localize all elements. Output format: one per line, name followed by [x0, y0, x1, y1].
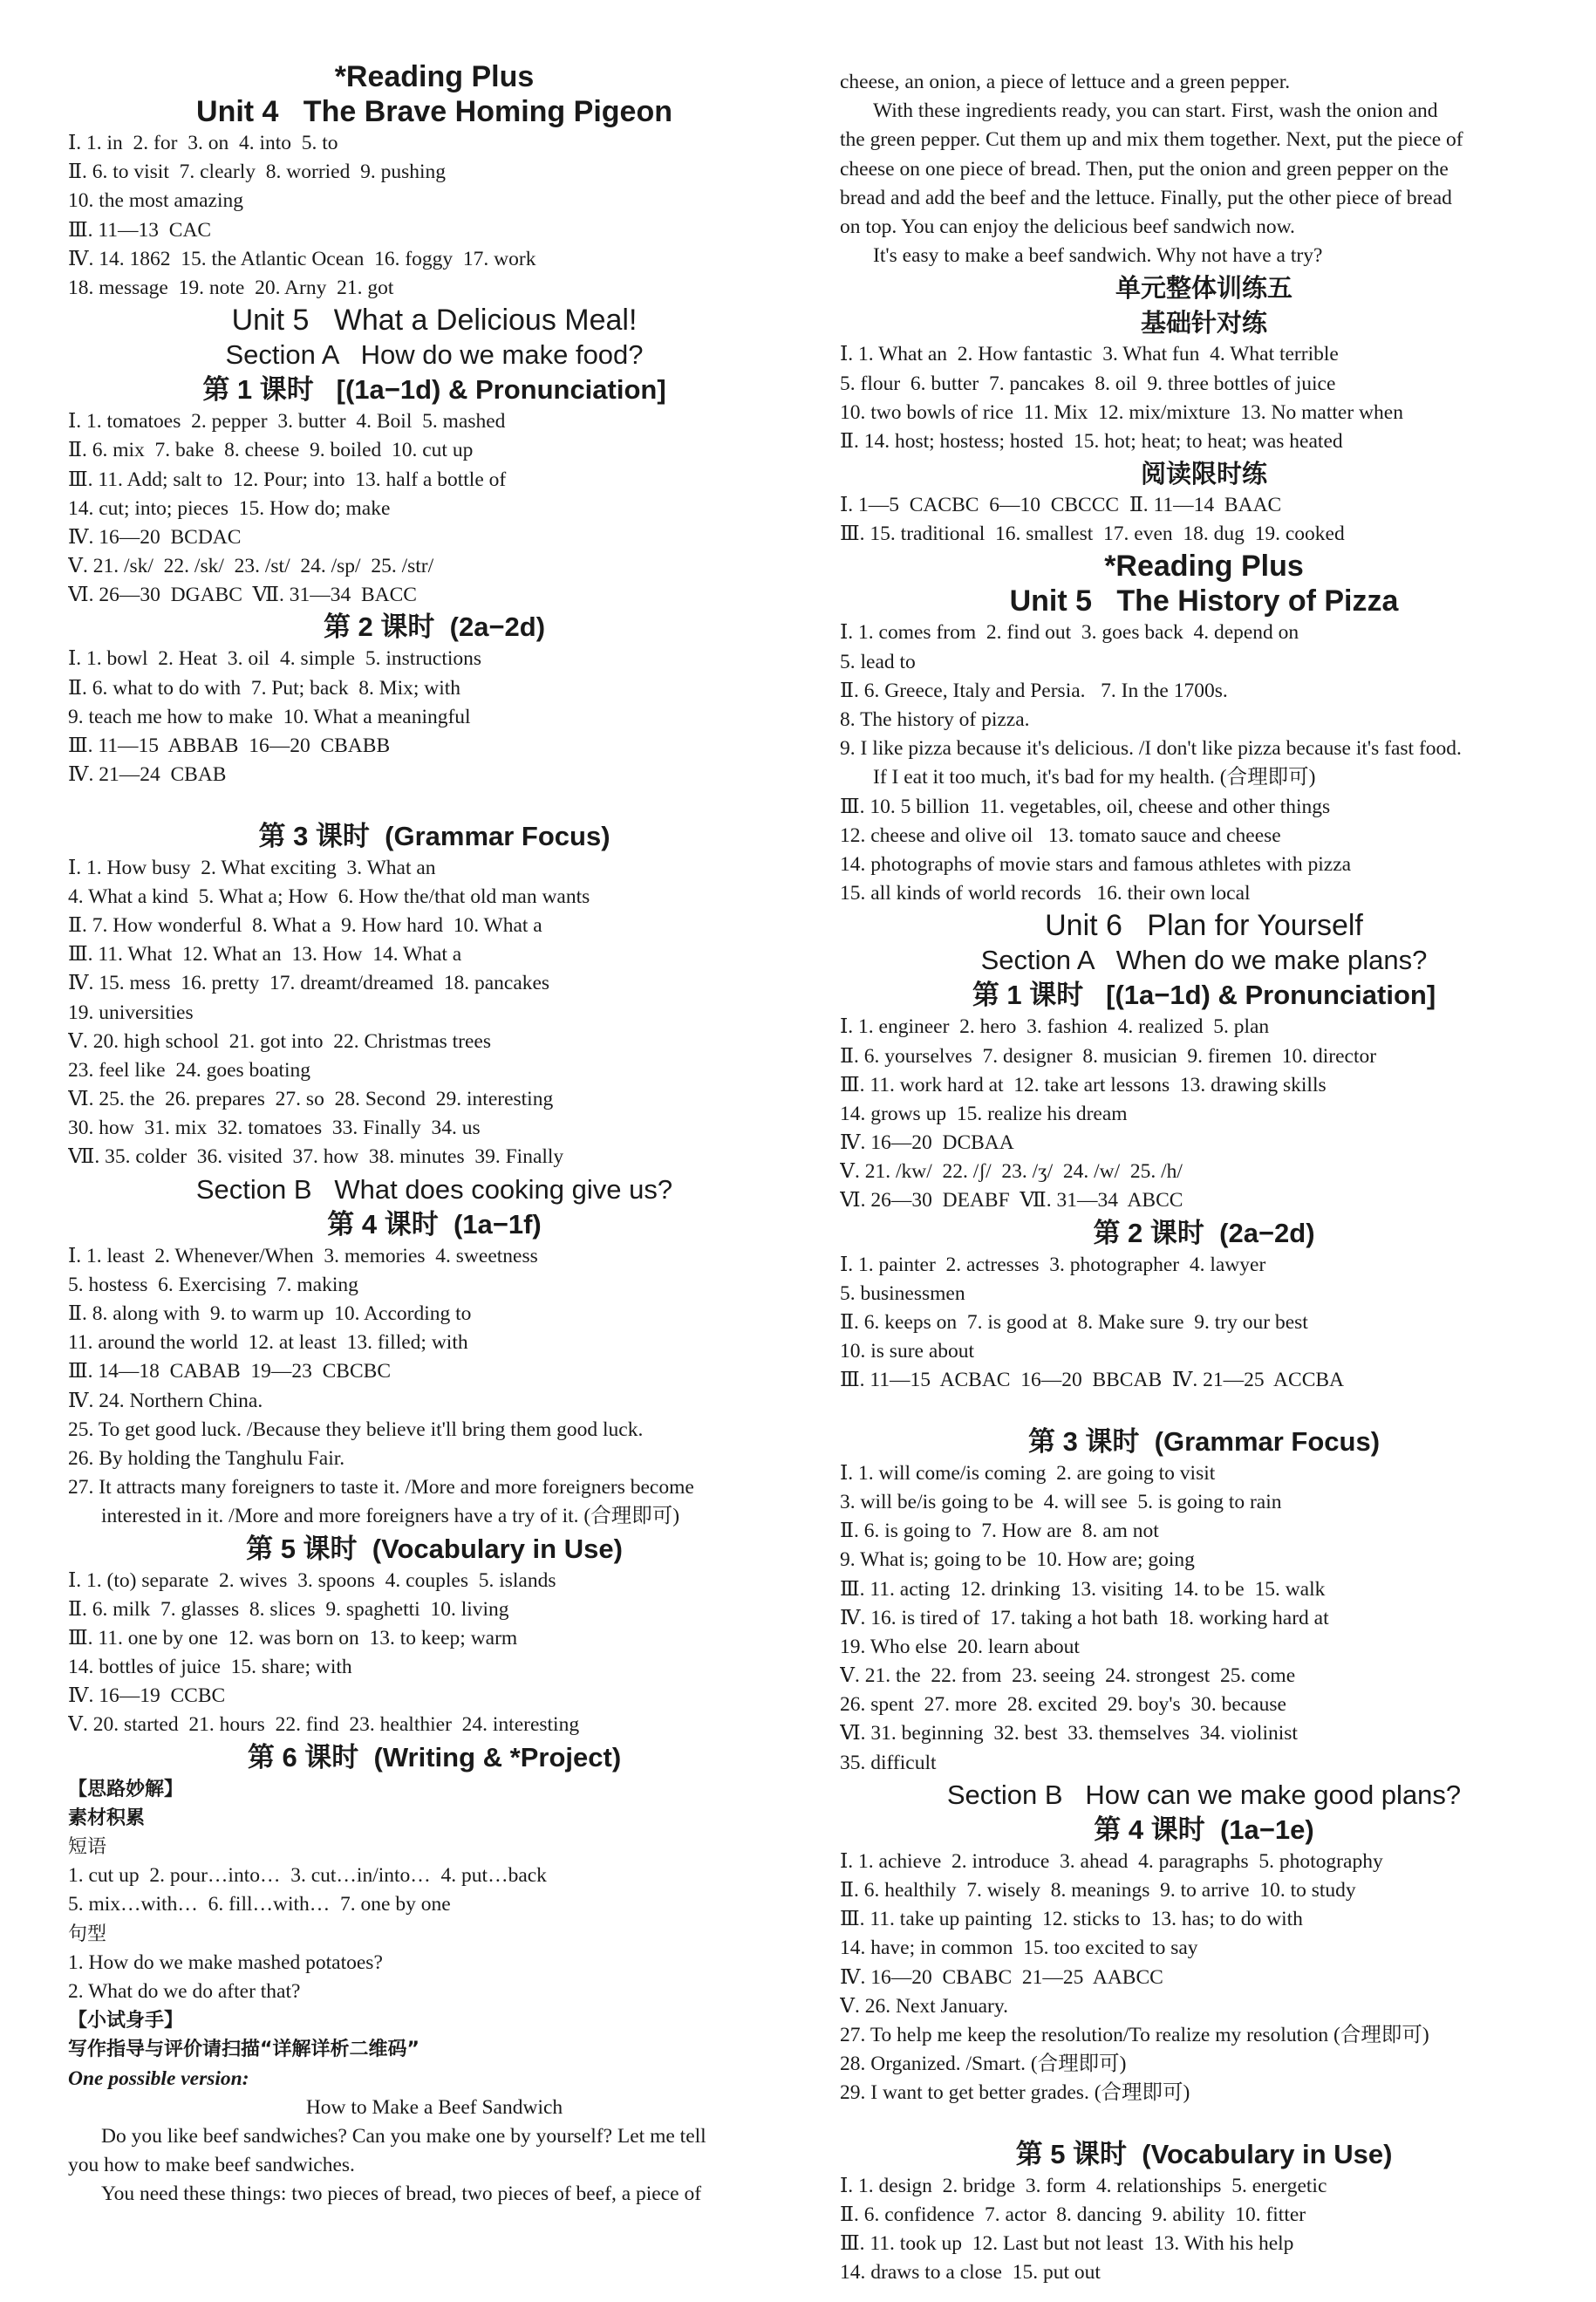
- phrase-line: 1. cut up 2. pour…into… 3. cut…in/into… 4. put…back: [68, 1864, 547, 1888]
- answer-line: Ⅲ. 10. 5 billion 11. vegetables, oil, cheese and other things: [840, 795, 1331, 818]
- answer-line: Ⅰ. 1. What an 2. How fantastic 3. What fun 4. What terrible: [840, 343, 1339, 366]
- answer-line: 14. cut; into; pieces 15. How do; make: [68, 496, 391, 520]
- answer-line: Ⅰ. 1—5 CACBC 6—10 CBCCC Ⅱ. 11—14 BAAC: [840, 494, 1282, 517]
- answer-line: Ⅱ. 6. mix 7. bake 8. cheese 9. boiled 10. cut up: [68, 439, 474, 462]
- answer-line: 3. will be/is going to be 4. will see 5. is going to rain: [840, 1490, 1282, 1513]
- answer-line: 8. The history of pizza.: [840, 708, 1030, 731]
- essay-line: cheese, an onion, a piece of lettuce and a green pepper.: [840, 71, 1291, 93]
- answer-line: Ⅰ. 1. (to) separate 2. wives 3. spoons 4. couples 5. islands: [68, 1568, 556, 1592]
- answer-line: Ⅳ. 21—24 CBAB: [68, 763, 227, 787]
- lesson2-answers: [68, 645, 801, 818]
- vocab-line: [68, 789, 801, 818]
- answer-line: 10. is sure about: [840, 1340, 975, 1363]
- answer-line: Ⅰ. 1. least 2. Whenever/When 3. memories 4. sweetness: [68, 1244, 538, 1267]
- writing-guide: 写作指导与评价请扫描“详解详析二维码”: [68, 2039, 419, 2061]
- reading-plus-heading: *Reading Plus: [1104, 550, 1304, 584]
- answer-line: 27. To help me keep the resolution/To realize my resolution (合理即可): [840, 2023, 1429, 2046]
- u6-lesson1-heading: 第 1 课时 [(1a−1d) & Pronunciation]: [972, 980, 1436, 1011]
- answer-line: 29. I want to get better grades. (合理即可): [840, 2081, 1190, 2105]
- answer-line: 10. two bowls of rice 11. Mix 12. mix/mixture 13. No matter when: [840, 400, 1403, 424]
- material-label: 素材积累: [68, 1807, 146, 1829]
- answer-line: Ⅳ. 16—20 BCDAC: [68, 525, 242, 549]
- answer-line: 28. Organized. /Smart. (合理即可): [840, 2053, 1127, 2076]
- unit4-heading: Unit 4 The Brave Homing Pigeon: [196, 95, 672, 128]
- answer-line: Ⅲ. 11—13 CAC: [68, 218, 212, 242]
- left-column: [68, 59, 801, 2209]
- u6-lesson2-heading: 第 2 课时 (2a−2d): [1093, 1217, 1315, 1248]
- answer-line: Ⅶ. 35. colder 36. visited 37. how 38. minutes 39. Finally: [68, 1145, 564, 1169]
- unit6-heading: Unit 6 Plan for Yourself: [1045, 909, 1363, 943]
- answer-line: Ⅲ. 11. Add; salt to 12. Pour; into 13. half a bottle of: [68, 468, 507, 491]
- answer-line: Ⅵ. 26—30 DGABC Ⅶ. 31—34 BACC: [68, 584, 417, 607]
- answer-line: Ⅱ. 6. what to do with 7. Put; back 8. Mix; with: [68, 676, 461, 700]
- answer-line: Ⅰ. 1. comes from 2. find out 3. goes back 4. depend on: [840, 621, 1299, 645]
- answer-line: 9. I like pizza because it's delicious. /I don't like pizza because it's fast food.: [840, 737, 1462, 761]
- phrases-label: 短语: [68, 1836, 107, 1858]
- lesson6-heading: 第 6 课时 (Writing & *Project): [247, 1741, 622, 1773]
- answer-line: Ⅲ. 14—18 CABAB 19—23 CBCBC: [68, 1360, 391, 1383]
- answer-line: Ⅱ. 6. yourselves 7. designer 8. musician 9. firemen 10. director: [840, 1044, 1377, 1068]
- answer-line: Ⅲ. 15. traditional 16. smallest 17. even 18. dug 19. cooked: [840, 523, 1345, 546]
- answer-line: Ⅱ. 6. keeps on 7. is good at 8. Make sure 9. try our best: [840, 1311, 1308, 1334]
- answer-line: 12. cheese and olive oil 13. tomato sauce and cheese: [840, 823, 1281, 847]
- answer-line: 25. To get good luck. /Because they believe it'll bring them good luck.: [68, 1417, 644, 1441]
- essay-line: cheese on one piece of bread. Then, put the onion and green pepper on the: [840, 157, 1449, 181]
- reading-limit-heading: 阅读限时练: [1140, 459, 1267, 489]
- try-label: 【小试身手】: [68, 2010, 184, 2032]
- answer-line: Ⅳ. 16. is tired of 17. taking a hot bath 18. working hard at: [840, 1606, 1329, 1629]
- answer-line: 14. bottles of juice 15. share; with: [68, 1656, 352, 1679]
- essay-line: Do you like beef sandwiches? Can you make one by yourself? Let me tell: [101, 2124, 706, 2148]
- basic-practice-heading: 基础针对练: [1140, 308, 1267, 338]
- answer-line: Ⅱ. 8. along with 9. to warm up 10. According to: [68, 1302, 472, 1325]
- essay-line: on top. You can enjoy the delicious beef sandwich now.: [840, 215, 1295, 238]
- lesson5-heading: 第 5 课时 (Vocabulary in Use): [246, 1533, 623, 1564]
- answer-line: Ⅴ. 21. /kw/ 22. /ʃ/ 23. /ʒ/ 24. /w/ 25. /h/: [840, 1160, 1183, 1184]
- answer-line: Ⅰ. 1. bowl 2. Heat 3. oil 4. simple 5. instructions: [68, 647, 482, 671]
- answer-line: 26. spent 27. more 28. excited 29. boy's 30. because: [840, 1693, 1286, 1717]
- possible-version-label: One possible version:: [68, 2066, 249, 2090]
- answer-line: Ⅲ. 11. take up painting 12. sticks to 13. has; to do with: [840, 1908, 1303, 1931]
- right-column: [840, 68, 1568, 2287]
- unit-test-heading: 单元整体训练五: [1115, 273, 1292, 304]
- answer-line: 4. What a kind 5. What a; How 6. How the/that old man wants: [68, 885, 590, 908]
- answer-line: Ⅵ. 26—30 DEABF Ⅶ. 31—34 ABCC: [840, 1189, 1183, 1212]
- answer-line: Ⅳ. 14. 1862 15. the Atlantic Ocean 16. foggy 17. work: [68, 247, 536, 270]
- vocab-line: [840, 1396, 1568, 1424]
- lesson2-heading: 第 2 课时 (2a−2d): [323, 611, 546, 643]
- lesson5-answers: [68, 1567, 801, 1740]
- u6-lesson5-heading: 第 5 课时 (Vocabulary in Use): [1015, 2138, 1393, 2169]
- answer-line: Ⅴ. 21. /sk/ 22. /sk/ 23. /st/ 24. /sp/ 25. /str/: [68, 555, 434, 578]
- answer-line: 5. flour 6. butter 7. pancakes 8. oil 9. three bottles of juice: [840, 372, 1336, 395]
- answer-line: Ⅳ. 16—19 CCBC: [68, 1684, 226, 1708]
- answer-line: 30. how 31. mix 32. tomatoes 33. Finally 34. us: [68, 1117, 481, 1140]
- u6-lesson4-answers: [840, 1848, 1568, 2137]
- answer-line: 19. Who else 20. learn about: [840, 1635, 1080, 1658]
- answer-line: Ⅰ. 1. will come/is coming 2. are going to visit: [840, 1461, 1216, 1485]
- answer-line: Ⅱ. 6. is going to 7. How are 8. am not: [840, 1520, 1159, 1543]
- essay-line: bread and add the beef and the lettuce. Finally, put the other piece of bread: [840, 186, 1452, 209]
- u6-lesson1-answers: [840, 1013, 1568, 1215]
- u6-section-a-heading: Section A When do we make plans?: [980, 945, 1428, 976]
- answer-line: 35. difficult: [840, 1751, 937, 1774]
- answer-line: Ⅰ. 1. How busy 2. What exciting 3. What an: [68, 856, 436, 879]
- answer-line: Ⅱ. 6. milk 7. glasses 8. slices 9. spaghetti 10. living: [68, 1597, 509, 1621]
- answer-line: interested in it. /More and more foreigners have a try of it. (合理即可): [101, 1505, 680, 1528]
- answer-line: Ⅳ. 15. mess 16. pretty 17. dreamt/dreamed 18. pancakes: [68, 972, 550, 995]
- answer-line: 10. the most amazing: [68, 189, 244, 213]
- answer-line: Ⅱ. 6. healthily 7. wisely 8. meanings 9. to arrive 10. to study: [840, 1879, 1356, 1902]
- answer-line: 5. lead to: [840, 650, 916, 673]
- answer-line: Ⅰ. 1. tomatoes 2. pepper 3. butter 4. Boil 5. mashed: [68, 410, 506, 434]
- answer-line: Ⅲ. 11—15 ABBAB 16—20 CBABB: [68, 734, 391, 757]
- answer-line: Ⅴ. 20. high school 21. got into 22. Christmas trees: [68, 1029, 491, 1053]
- answer-line: If I eat it too much, it's bad for my health. (合理即可): [873, 766, 1316, 789]
- answer-line: Ⅲ. 11. acting 12. drinking 13. visiting 14. to be 15. walk: [840, 1577, 1326, 1601]
- lesson1-answers: [68, 407, 801, 610]
- lesson3-heading: 第 3 课时 (Grammar Focus): [258, 820, 610, 851]
- lesson6-content: [68, 1775, 801, 2210]
- answer-line: Ⅰ. 1. achieve 2. introduce 3. ahead 4. paragraphs 5. photography: [840, 1849, 1383, 1873]
- answer-line: 15. all kinds of world records 16. their own local: [840, 882, 1251, 905]
- u6-lesson3-heading: 第 3 课时 (Grammar Focus): [1027, 1425, 1381, 1457]
- answer-line: Ⅵ. 31. beginning 32. best 33. themselves 34. violinist: [840, 1722, 1298, 1745]
- section-a-heading: Section A How do we make food?: [225, 339, 644, 371]
- vocab-line: [840, 2108, 1568, 2137]
- answer-line: 11. around the world 12. at least 13. filled; with: [68, 1331, 468, 1355]
- answer-line: 5. hostess 6. Exercising 7. making: [68, 1273, 358, 1296]
- answer-line: Ⅲ. 11. work hard at 12. take art lessons 13. drawing skills: [840, 1073, 1327, 1096]
- answer-line: Ⅲ. 11. one by one 12. was born on 13. to keep; warm: [68, 1626, 518, 1650]
- answer-line: Ⅵ. 25. the 26. prepares 27. so 28. Second 29. interesting: [68, 1088, 554, 1111]
- sentence-line: 2. What do we do after that?: [68, 1979, 301, 2003]
- answer-line: 26. By holding the Tanghulu Fair.: [68, 1446, 345, 1470]
- answer-line: Ⅰ. 1. in 2. for 3. on 4. into 5. to: [68, 132, 338, 154]
- lesson3-answers: [68, 854, 801, 1172]
- u6-section-b-heading: Section B How can we make good plans?: [946, 1779, 1462, 1810]
- answer-line: 19. universities: [68, 1001, 194, 1024]
- answer-line: Ⅱ. 14. host; hostess; hosted 15. hot; heat; to heat; was heated: [840, 429, 1343, 453]
- lesson4-answers: [68, 1242, 801, 1532]
- unit4-answers: [68, 129, 801, 303]
- section-b-heading: Section B What does cooking give us?: [195, 1173, 673, 1205]
- sentence-line: 1. How do we make mashed potatoes?: [68, 1950, 383, 1974]
- answer-line: 9. teach me how to make 10. What a meaningful: [68, 705, 471, 728]
- answer-line: Ⅰ. 1. design 2. bridge 3. form 4. relationships 5. energetic: [840, 2174, 1327, 2197]
- essay-line: the green pepper. Cut them up and mix them together. Next, put the piece of: [840, 128, 1463, 152]
- answer-line: Ⅱ. 7. How wonderful 8. What a 9. How hard 10. What a: [68, 913, 542, 937]
- answer-line: Ⅰ. 1. engineer 2. hero 3. fashion 4. realized 5. plan: [840, 1015, 1270, 1039]
- answer-line: 5. businessmen: [840, 1281, 965, 1305]
- answer-line: Ⅰ. 1. painter 2. actresses 3. photographer 4. lawyer: [840, 1253, 1266, 1276]
- answer-line: 23. feel like 24. goes boating: [68, 1058, 311, 1082]
- thinking-label: 【思路妙解】: [68, 1778, 184, 1800]
- answer-line: 27. It attracts many foreigners to taste it. /More and more foreigners become: [68, 1476, 694, 1499]
- answer-line: Ⅱ. 6. to visit 7. clearly 8. worried 9. pushing: [68, 161, 447, 184]
- essay-line: You need these things: two pieces of bread, two pieces of beef, a piece of: [101, 2182, 702, 2206]
- answer-line: 14. grows up 15. realize his dream: [840, 1102, 1128, 1125]
- lesson4-heading: 第 4 课时 (1a−1f): [327, 1208, 542, 1240]
- unit5-heading: Unit 5 What a Delicious Meal!: [231, 304, 638, 338]
- pizza-heading: Unit 5 The History of Pizza: [1009, 584, 1399, 618]
- essay-continued: [840, 68, 1568, 270]
- essay-line: With these ingredients ready, you can start. First, wash the onion and: [873, 99, 1438, 123]
- phrase-line: 5. mix…with… 6. fill…with… 7. one by one: [68, 1893, 451, 1916]
- answer-line: Ⅳ. 16—20 DCBAA: [840, 1131, 1014, 1155]
- reading-answers: [840, 491, 1568, 549]
- essay-title: How to Make a Beef Sandwich: [305, 2095, 563, 2119]
- u6-lesson3-answers: [840, 1459, 1568, 1778]
- lesson1-heading: 第 1 课时 [(1a−1d) & Pronunciation]: [202, 374, 666, 406]
- u6-lesson2-answers: [840, 1251, 1568, 1424]
- answer-line: Ⅲ. 11—15 ACBAC 16—20 BBCAB Ⅳ. 21—25 ACCBA: [840, 1369, 1345, 1392]
- reading-plus-heading: *Reading Plus: [334, 60, 535, 93]
- answer-line: 18. message 19. note 20. Arny 21. got: [68, 276, 394, 299]
- answer-line: Ⅱ. 6. confidence 7. actor 8. dancing 9. ability 10. fitter: [840, 2203, 1306, 2226]
- essay-line: It's easy to make a beef sandwich. Why not have a try?: [873, 244, 1323, 268]
- u6-lesson4-heading: 第 4 课时 (1a−1e): [1094, 1814, 1314, 1845]
- essay-line: you how to make beef sandwiches.: [68, 2154, 355, 2177]
- answer-line: Ⅴ. 20. started 21. hours 22. find 23. healthier 24. interesting: [68, 1713, 580, 1737]
- answer-line: 9. What is; going to be 10. How are; going: [840, 1548, 1195, 1572]
- sentences-label: 句型: [68, 1923, 107, 1945]
- answer-line: Ⅳ. 16—20 CBABC 21—25 AABCC: [840, 1965, 1163, 1989]
- pizza-answers: [840, 618, 1568, 908]
- answer-line: Ⅱ. 6. Greece, Italy and Persia. 7. In the 1700s.: [840, 679, 1228, 702]
- answer-line: Ⅳ. 24. Northern China.: [68, 1389, 263, 1412]
- answer-line: 14. draws to a close 15. put out: [840, 2261, 1101, 2285]
- answer-line: Ⅴ. 21. the 22. from 23. seeing 24. strongest 25. come: [840, 1664, 1296, 1688]
- answer-line: Ⅲ. 11. took up 12. Last but not least 13. With his help: [840, 2232, 1294, 2256]
- answer-line: 14. photographs of movie stars and famous athletes with pizza: [840, 852, 1352, 876]
- answer-line: Ⅴ. 26. Next January.: [840, 1994, 1008, 2018]
- basic-answers: [840, 340, 1568, 456]
- answer-line: 14. have; in common 15. too excited to say: [840, 1937, 1198, 1960]
- u6-lesson5-answers: [840, 2172, 1568, 2288]
- answer-line: Ⅲ. 11. What 12. What an 13. How 14. What a: [68, 943, 462, 967]
